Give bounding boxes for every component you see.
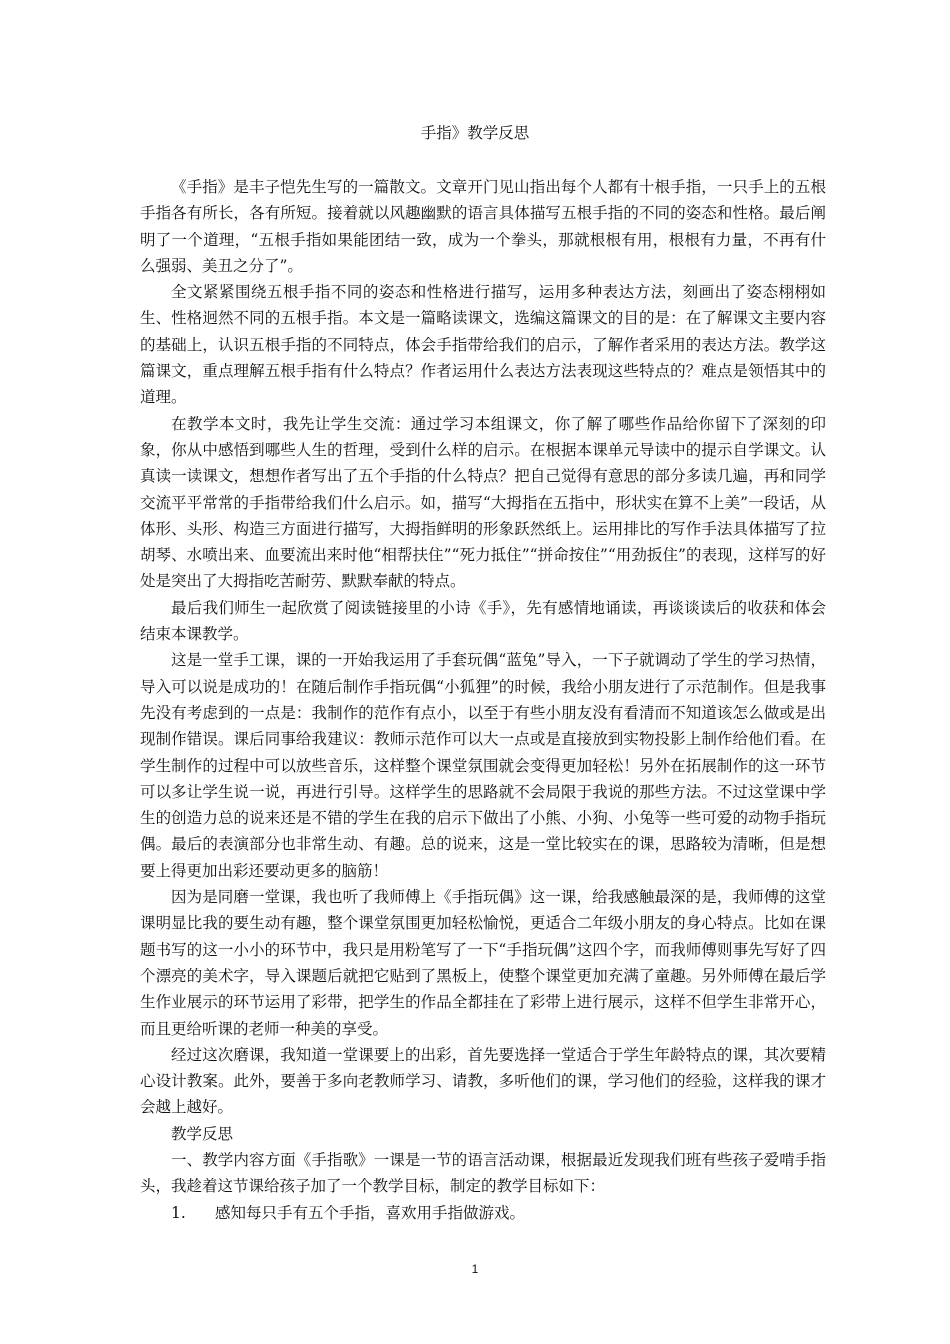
document-title: 手指》教学反思 <box>420 124 530 142</box>
document-body <box>140 174 826 1226</box>
paragraph-1: 《手指》是丰子恺先生写的一篇散文。文章开门见山指出每个人都有十根手指，一只手上的五根手指各有所长，各有所短。接着就以风趣幽默的语言具体描写五根手指的不同的姿态和性格。最后阐明了一个道理，“五根手指如果能团结一致，成为一个拳头，那就根根有用，根根有力量，不再有什么强弱、美丑之分了”。 <box>140 178 826 275</box>
paragraph-7: 经过这次磨课，我知道一堂课要上的出彩，首先要选择一堂适合于学生年龄特点的课，其次要精心设计教案。此外，要善于多向老教师学习、请教，多听他们的课，学习他们的经验，这样我的课才会越上越好。 <box>140 1045 826 1117</box>
paragraph-2: 全文紧紧围绕五根手指不同的姿态和性格进行描写，运用多种表达方法，刻画出了姿态栩栩如生、性格迥然不同的五根手指。本文是一篇略读课文，选编这篇课文的目的是：在了解课文主要内容的基础上，认识五根手指的不同特点，体会手指带给我们的启示，了解作者采用的表达方法。教学这篇课文，重点理解五根手指有什么特点？作者运用什么表达方法表现这些特点的？难点是领悟其中的道理。 <box>140 283 826 407</box>
list-item-text: 感知每只手有五个手指，喜欢用手指做游戏。 <box>215 1203 526 1222</box>
list-item <box>140 1200 826 1226</box>
paragraph-4: 最后我们师生一起欣赏了阅读链接里的小诗《手》，先有感情地诵读，再谈谈读后的收获和体会结束本课教学。 <box>140 598 826 644</box>
paragraph-3: 在教学本文时，我先让学生交流：通过学习本组课文，你了解了哪些作品给你留下了深刻的印象，你从中感悟到哪些人生的哲理，受到什么样的启示。在根据本课单元导读中的提示自学课文。认真读一读课文，想想作者写出了五个手指的什么特点？把自己觉得有意思的部分多读几遍，再和同学交流平平常常的手指带给我们什么启示。如，描写“大拇指在五指中，形状实在算不上美”一段话，从体形、头形、构造三方面进行描写，大拇指鲜明的形象跃然纸上。运用排比的写作手法具体描写了拉胡琴、水喷出来、血要流出来时他“相帮扶住”“死力抵住”“拼命按住”“用劲扳住”的表现，这样写的好处是突出了大拇指吃苦耐劳、默默奉献的特点。 <box>140 414 826 591</box>
paragraph-8: 一、教学内容方面《手指歌》一课是一节的语言活动课，根据最近发现我们班有些孩子爱啃手指头，我趁着这节课给孩子加了一个教学目标，制定的教学目标如下： <box>140 1150 826 1196</box>
paragraph-5: 这是一堂手工课，课的一开始我运用了手套玩偶“蓝兔”导入，一下子就调动了学生的学习热情，导入可以说是成功的！在随后制作手指玩偶“小狐狸”的时候，我给小朋友进行了示范制作。但是我事先没有考虑到的一点是：我制作的范作有点小，以至于有些小朋友没有看清而不知道该怎么做或是出现制作错误。课后同事给我建议：教师示范作可以大一点或是直接放到实物投影上制作给他们看。在学生制作的过程中可以放些音乐，这样整个课堂氛围就会变得更加轻松！另外在拓展制作的这一环节可以多让学生说一说，再进行引导。这样学生的思路就不会局限于我说的那些方法。不过这堂课中学生的创造力总的说来还是不错的学生在我的启示下做出了小熊、小狗、小兔等一些可爱的动物手指玩偶。最后的表演部分也非常生动、有趣。总的说来，这是一堂比较实在的课，思路较为清晰，但是想要上得更加出彩还要动更多的脑筋！ <box>140 651 826 880</box>
paragraph-6: 因为是同磨一堂课，我也听了我师傅上《手指玩偶》这一课，给我感触最深的是，我师傅的这堂课明显比我的要生动有趣，整个课堂氛围更加轻松愉悦，更适合二年级小朋友的身心特点。比如在课题书写的这一小小的环节中，我只是用粉笔写了一下“手指玩偶”这四个字，而我师傅则事先写好了四个漂亮的美术字，导入课题后就把它贴到了黑板上，使整个课堂更加充满了童趣。另外师傅在最后学生作业展示的环节运用了彩带，把学生的作品全都挂在了彩带上进行展示，这样不但学生非常开心，而且更给听课的老师一种美的享受。 <box>140 888 826 1038</box>
list-item-number: 1. <box>171 1203 186 1222</box>
section-heading: 教学反思 <box>171 1124 234 1143</box>
page-number: 1 <box>471 1262 479 1276</box>
